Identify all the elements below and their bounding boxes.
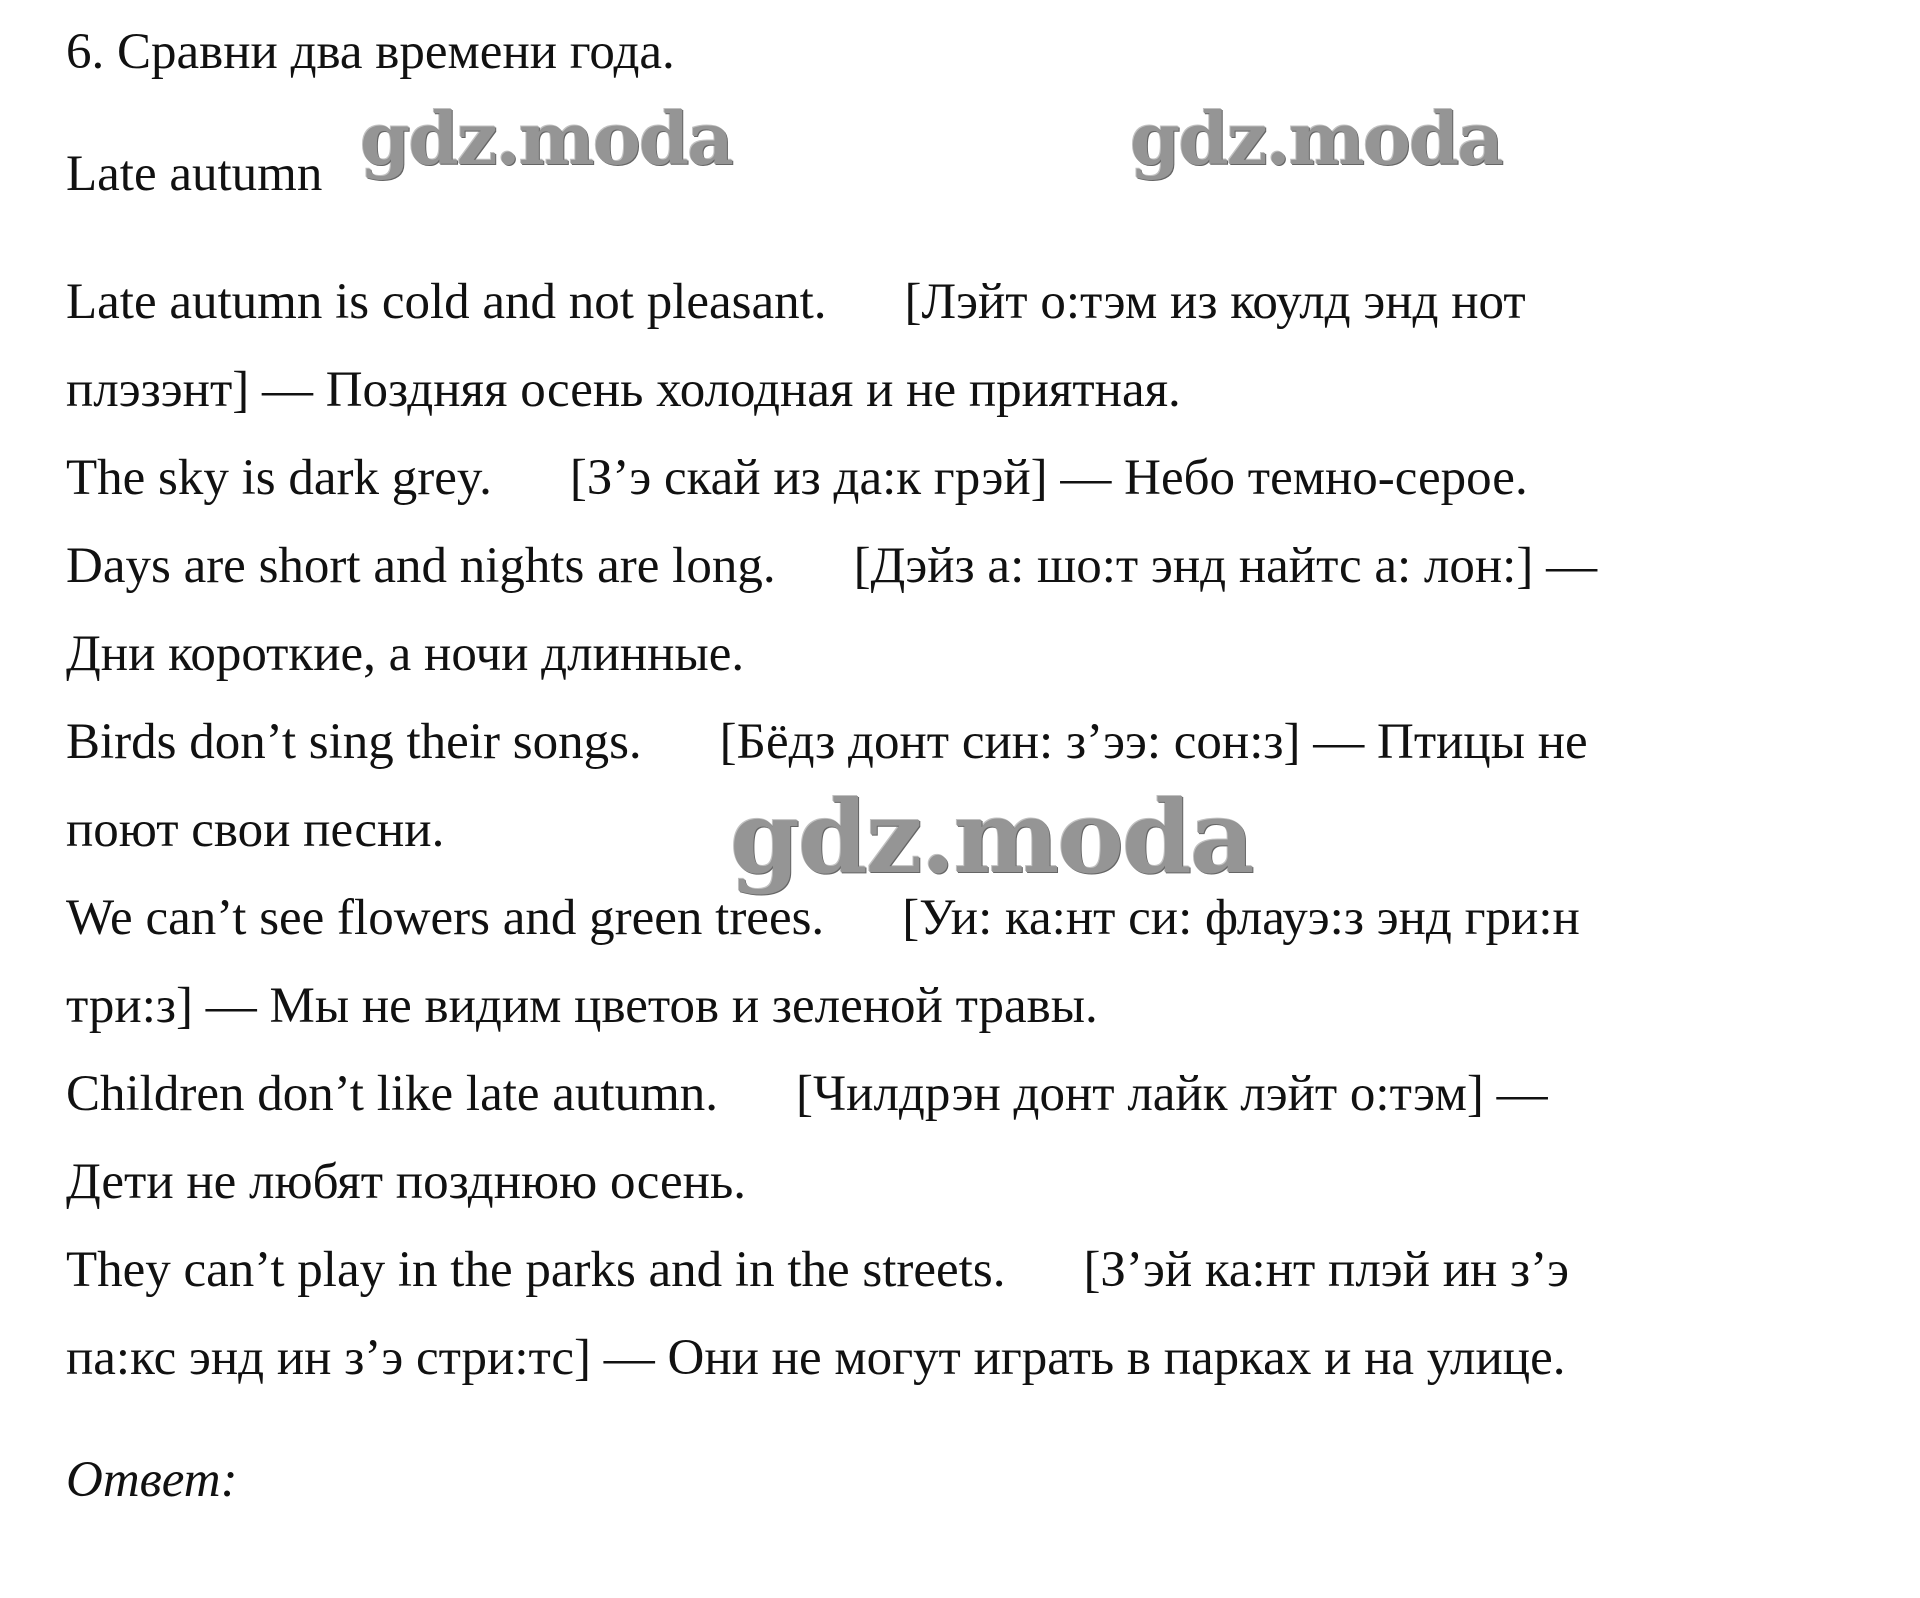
- transcription: [З’эй ка:нт плэй ин з’э: [1083, 1242, 1570, 1298]
- transcription: [Лэйт о:тэм из коулд энд нот: [904, 274, 1526, 330]
- sentence-line: [66, 888, 1580, 948]
- english-sentence: Birds don’t sing their songs.: [66, 714, 642, 770]
- english-sentence: Children don’t like late autumn.: [66, 1066, 719, 1122]
- section-title: Late autumn: [66, 146, 323, 202]
- sentence-line: [66, 536, 1597, 596]
- sentence-line: три:з] — Мы не видим цветов и зеленой травы.: [66, 978, 1098, 1034]
- sentence-line: [66, 1064, 1548, 1124]
- transcription: [З’э скай из да:к грэй] — Небо темно-серое.: [569, 450, 1528, 506]
- watermark-logo: gdz.moda: [730, 778, 1253, 896]
- sentence-line: па:кс энд ин з’э стри:тс] — Они не могут играть в парках и на улице.: [66, 1330, 1566, 1386]
- english-sentence: We can’t see flowers and green trees.: [66, 890, 825, 946]
- sentence-line: Дни короткие, а ночи длинные.: [66, 626, 745, 682]
- sentence-line: [66, 712, 1588, 772]
- task-title: 6. Сравни два времени года.: [66, 24, 675, 80]
- sentence-line: Дети не любят позднюю осень.: [66, 1154, 746, 1210]
- transcription: [Уи: ка:нт си: флауэ:з энд гри:н: [902, 890, 1580, 946]
- watermark-logo: gdz.moda: [360, 96, 732, 181]
- watermark-logo: gdz.moda: [1130, 96, 1502, 181]
- sentence-line: поют свои песни.: [66, 802, 445, 858]
- answer-label: Ответ:: [66, 1452, 238, 1508]
- sentence-line: [66, 1240, 1569, 1300]
- transcription: [Бёдз донт син: з’ээ: сон:з] — Птицы не: [719, 714, 1588, 770]
- transcription: [Чилдрэн донт лайк лэйт о:тэм] —: [796, 1066, 1548, 1122]
- english-sentence: Late autumn is cold and not pleasant.: [66, 274, 827, 330]
- sentence-line: [66, 448, 1528, 508]
- english-sentence: They can’t play in the parks and in the streets.: [66, 1242, 1006, 1298]
- transcription: [Дэйз а: шо:т энд найтс а: лон:] —: [853, 538, 1598, 594]
- sentence-line: плэзэнт] — Поздняя осень холодная и не приятная.: [66, 362, 1181, 418]
- english-sentence: The sky is dark grey.: [66, 450, 492, 506]
- english-sentence: Days are short and nights are long.: [66, 538, 776, 594]
- sentence-line: [66, 272, 1526, 332]
